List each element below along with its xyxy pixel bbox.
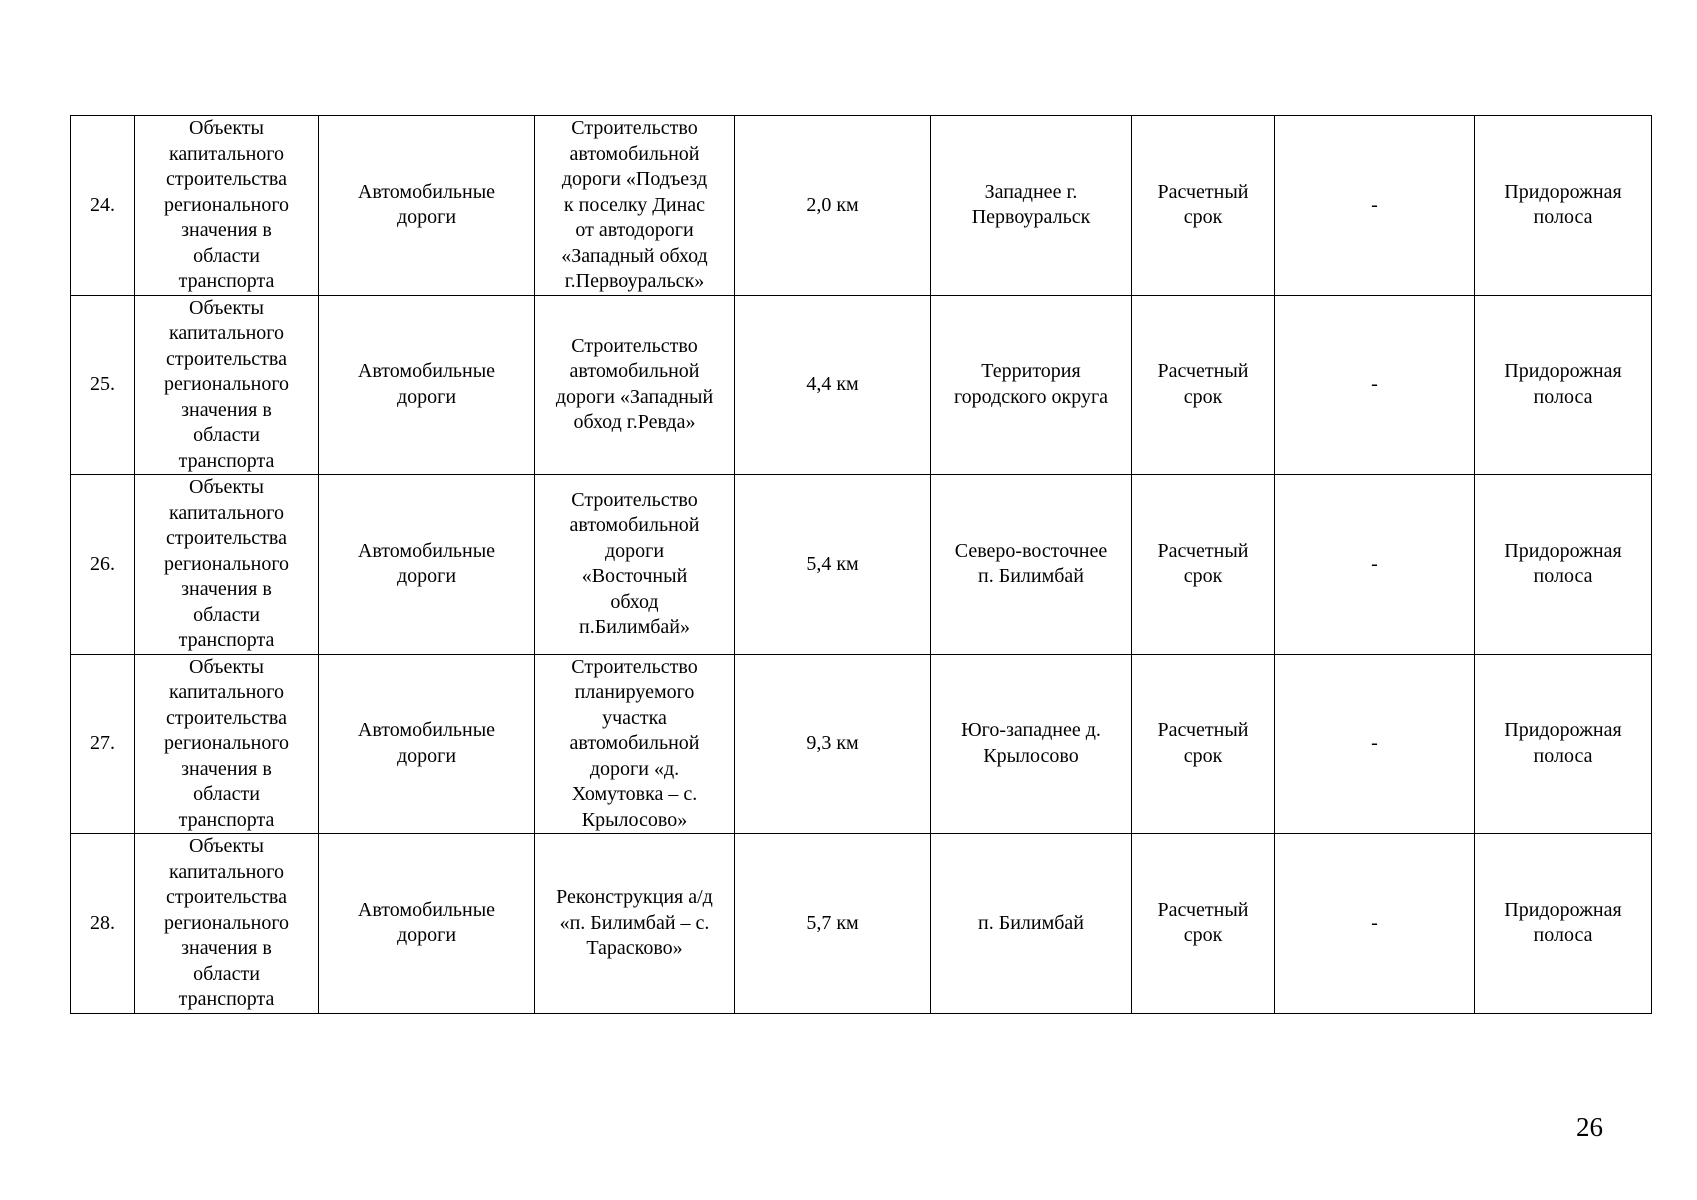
- object-type: Автомобильные дороги: [319, 654, 535, 834]
- protection-zone: Придорожная полоса: [1475, 475, 1652, 655]
- object-category: Объекты капитального строительства регионального значения в области транспорта: [135, 295, 319, 475]
- object-name: Строительство планируемого участка автомобильной дороги «д. Хомутовка – с. Крылосово»: [535, 654, 735, 834]
- row-number: 28.: [71, 834, 135, 1014]
- object-location: Территория городского округа: [931, 295, 1132, 475]
- table-row: [71, 295, 1652, 475]
- object-category: Объекты капитального строительства регионального значения в области транспорта: [135, 475, 319, 655]
- object-length: 5,7 км: [735, 834, 931, 1014]
- object-name: Строительство автомобильной дороги «Подъезд к поселку Динас от автодороги «Западный обход г.Первоуральск»: [535, 116, 735, 296]
- object-category: Объекты капитального строительства регионального значения в области транспорта: [135, 834, 319, 1014]
- protection-zone: Придорожная полоса: [1475, 834, 1652, 1014]
- row-number: 24.: [71, 116, 135, 296]
- object-location: п. Билимбай: [931, 834, 1132, 1014]
- extra-info: -: [1275, 116, 1475, 296]
- object-location: Юго-западнее д. Крылосово: [931, 654, 1132, 834]
- object-category: Объекты капитального строительства регионального значения в области транспорта: [135, 116, 319, 296]
- object-location: Западнее г. Первоуральск: [931, 116, 1132, 296]
- implementation-term: Расчетный срок: [1132, 116, 1275, 296]
- objects-table: [70, 115, 1652, 1014]
- object-name: Строительство автомобильной дороги «Западный обход г.Ревда»: [535, 295, 735, 475]
- row-number: 27.: [71, 654, 135, 834]
- object-name: Реконструкция а/д «п. Билимбай – с. Тарасково»: [535, 834, 735, 1014]
- extra-info: -: [1275, 475, 1475, 655]
- table-row: [71, 654, 1652, 834]
- extra-info: -: [1275, 834, 1475, 1014]
- object-type: Автомобильные дороги: [319, 834, 535, 1014]
- object-type: Автомобильные дороги: [319, 116, 535, 296]
- object-length: 5,4 км: [735, 475, 931, 655]
- object-type: Автомобильные дороги: [319, 475, 535, 655]
- protection-zone: Придорожная полоса: [1475, 116, 1652, 296]
- object-name: Строительство автомобильной дороги «Восточный обход п.Билимбай»: [535, 475, 735, 655]
- table-row: [71, 475, 1652, 655]
- row-number: 25.: [71, 295, 135, 475]
- extra-info: -: [1275, 654, 1475, 834]
- table-row: [71, 834, 1652, 1014]
- implementation-term: Расчетный срок: [1132, 475, 1275, 655]
- object-category: Объекты капитального строительства регионального значения в области транспорта: [135, 654, 319, 834]
- implementation-term: Расчетный срок: [1132, 295, 1275, 475]
- object-length: 2,0 км: [735, 116, 931, 296]
- object-location: Северо-восточнее п. Билимбай: [931, 475, 1132, 655]
- page-number: 26: [1576, 1112, 1603, 1142]
- object-type: Автомобильные дороги: [319, 295, 535, 475]
- object-length: 4,4 км: [735, 295, 931, 475]
- implementation-term: Расчетный срок: [1132, 654, 1275, 834]
- object-length: 9,3 км: [735, 654, 931, 834]
- protection-zone: Придорожная полоса: [1475, 295, 1652, 475]
- table-row: [71, 116, 1652, 296]
- row-number: 26.: [71, 475, 135, 655]
- extra-info: -: [1275, 295, 1475, 475]
- implementation-term: Расчетный срок: [1132, 834, 1275, 1014]
- protection-zone: Придорожная полоса: [1475, 654, 1652, 834]
